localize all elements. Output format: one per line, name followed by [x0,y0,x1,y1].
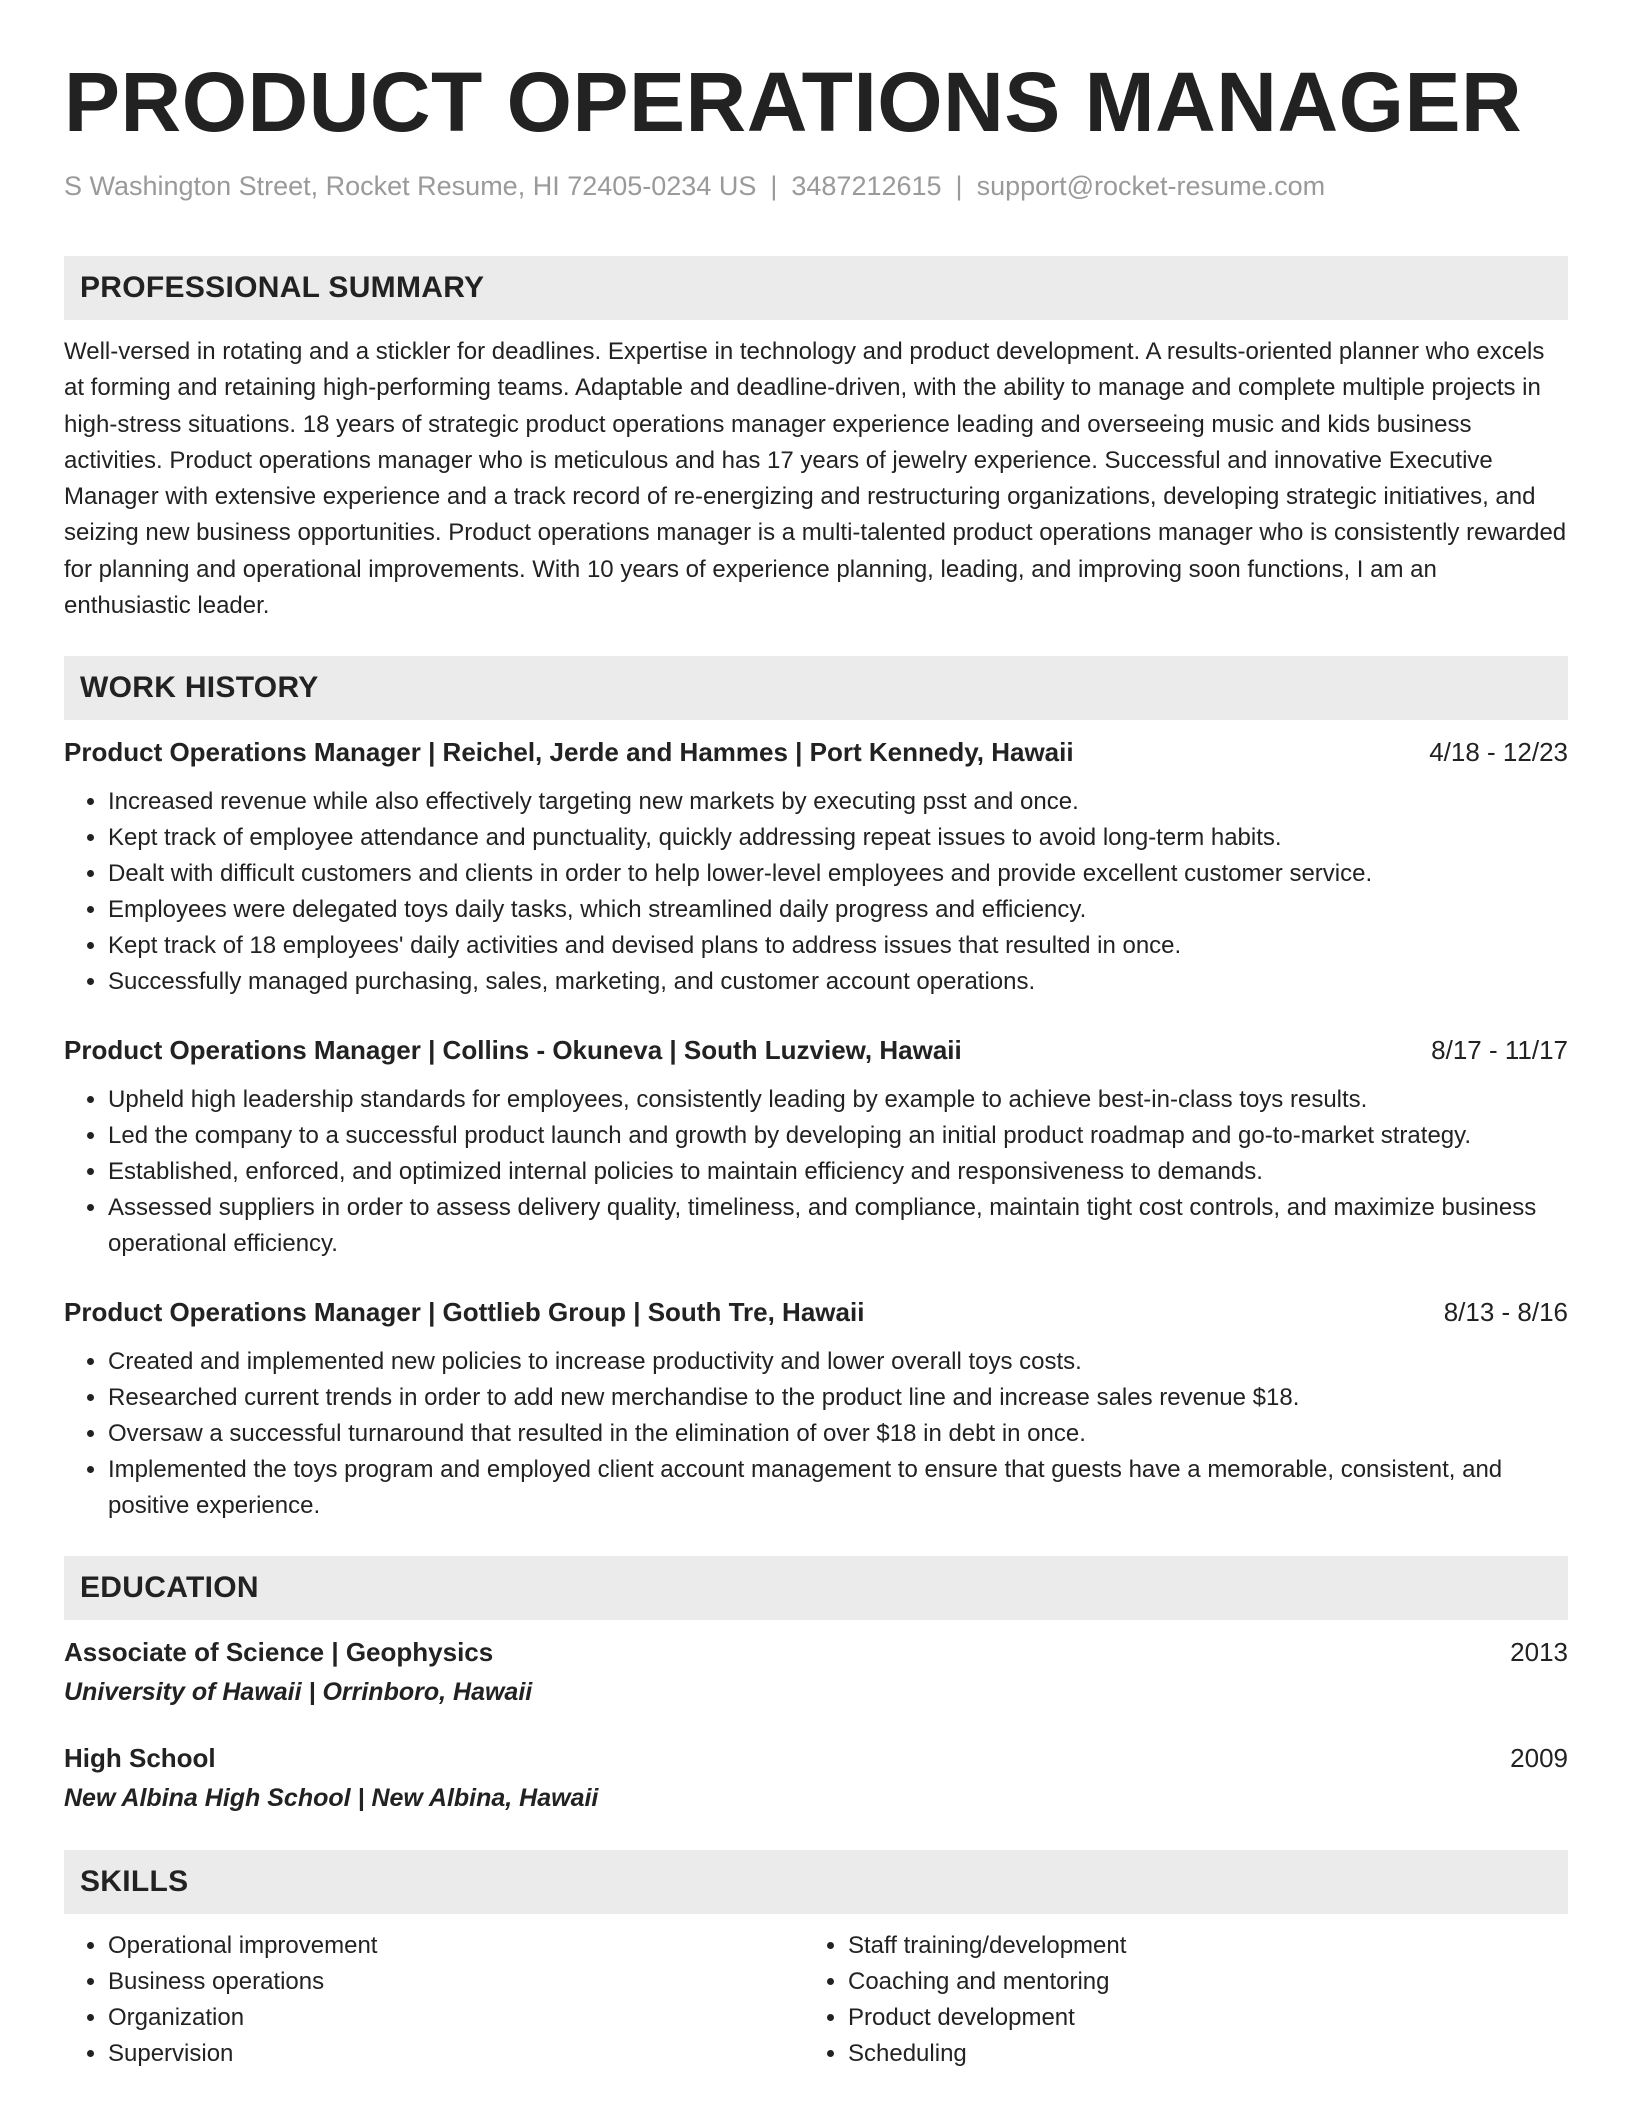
education-entry [64,1740,1568,1816]
job-bullet: • Kept track of 18 employees' daily activities and devised plans to address issues that resulted in once. [108,928,1568,964]
skill-item: • Staff training/development [848,1928,1544,1964]
skill-item: • Scheduling [848,2036,1544,2072]
section-header-skills: SKILLS [64,1850,1568,1914]
education-school: University of Hawaii | Orrinboro, Hawaii [64,1678,533,1707]
job-dates: 8/17 - 11/17 [1431,1035,1568,1066]
job-bullet: • Increased revenue while also effectively targeting new markets by executing psst and once. [108,784,1568,820]
section-header-education: EDUCATION [64,1556,1568,1620]
education-school: New Albina High School | New Albina, Hawaii [64,1784,599,1813]
candidate-title: PRODUCT OPERATIONS MANAGER [64,55,1523,149]
education-degree: High School [64,1743,216,1774]
job-bullet: • Dealt with difficult customers and clients in order to help lower-level employees and provide excellent customer service. [108,856,1568,892]
section-header-summary: PROFESSIONAL SUMMARY [64,256,1568,320]
skill-item: • Business operations [108,1964,804,2000]
skill-item: • Operational improvement [108,1928,804,1964]
job-header [64,1032,1568,1068]
summary-text: Well-versed in rotating and a stickler for deadlines. Expertise in technology and product development. A results-oriented planner who excels at forming and retaining high-performing teams. Adaptable and deadline-driven, with the ability to manage and complete multiple projects in high-stress situations. 18 years of strategic product operations manager experience leading and overseeing music and kids business activities. Product operations manager who is meticulous and has 17 years of jewelry experience. Successful and innovative Executive Manager with extensive experience and a track record of re-energizing and restructuring organizations, developing strategic initiatives, and seizing new business opportunities. Product operations manager is a multi-talented product operations manager who is consistently rewarded for planning and operational improvements. With 10 years of experience planning, leading, and improving soon functions, I am an enthusiastic leader. [64,338,1567,620]
skills-column-left [64,1928,804,2072]
job-bullet: • Oversaw a successful turnaround that resulted in the elimination of over $18 in debt in once. [108,1416,1568,1452]
education-header [64,1634,1568,1670]
job-title: Product Operations Manager | Collins - Okuneva | South Luzview, Hawaii [64,1035,962,1066]
section-header-work-history: WORK HISTORY [64,656,1568,720]
job-bullet: • Led the company to a successful product launch and growth by developing an initial product roadmap and go-to-market strategy. [108,1118,1568,1154]
job-bullets [64,1082,1568,1262]
education-entry [64,1634,1568,1710]
skill-item: • Coaching and mentoring [848,1964,1544,2000]
contact-address: S Washington Street, Rocket Resume, HI 72405-0234 US [64,171,757,201]
job-header [64,1294,1568,1330]
job-bullet: • Implemented the toys program and employed client account management to ensure that guests have a memorable, consistent, and positive experience. [108,1452,1568,1524]
job-bullet: • Successfully managed purchasing, sales, marketing, and customer account operations. [108,964,1568,1000]
education-degree: Associate of Science | Geophysics [64,1637,494,1668]
job-bullet: • Kept track of employee attendance and punctuality, quickly addressing repeat issues to avoid long-term habits. [108,820,1568,856]
skills-column-right [804,1928,1544,2072]
education-year: 2013 [1510,1637,1568,1668]
contact-separator: | [955,171,963,201]
skills-list [64,1928,1568,2072]
job-bullets [64,784,1568,1000]
skill-item: • Supervision [108,2036,804,2072]
job-bullet: • Upheld high leadership standards for employees, consistently leading by example to achieve best-in-class toys results. [108,1082,1568,1118]
job-bullet: • Created and implemented new policies to increase productivity and lower overall toys costs. [108,1344,1568,1380]
skill-item: • Organization [108,2000,804,2036]
contact-email[interactable]: support@rocket-resume.com [976,171,1326,201]
job-dates: 4/18 - 12/23 [1429,737,1568,768]
education-header [64,1740,1568,1776]
job-entry [64,734,1568,1000]
job-header [64,734,1568,770]
contact-separator: | [770,171,778,201]
contact-phone: 3487212615 [791,171,942,201]
job-title: Product Operations Manager | Gottlieb Group | South Tre, Hawaii [64,1297,865,1328]
job-bullet: • Assessed suppliers in order to assess delivery quality, timeliness, and compliance, maintain tight cost controls, and maximize business operational efficiency. [108,1190,1568,1262]
job-bullet: • Established, enforced, and optimized internal policies to maintain efficiency and responsiveness to demands. [108,1154,1568,1190]
education-year: 2009 [1510,1743,1568,1774]
job-bullet: • Researched current trends in order to add new merchandise to the product line and increase sales revenue $18. [108,1380,1568,1416]
job-title: Product Operations Manager | Reichel, Jerde and Hammes | Port Kennedy, Hawaii [64,737,1074,768]
job-bullets [64,1344,1568,1524]
job-bullet: • Employees were delegated toys daily tasks, which streamlined daily progress and efficiency. [108,892,1568,928]
job-dates: 8/13 - 8/16 [1443,1297,1568,1328]
contact-line [64,168,1568,204]
job-entry [64,1032,1568,1262]
job-entry [64,1294,1568,1524]
skill-item: • Product development [848,2000,1544,2036]
